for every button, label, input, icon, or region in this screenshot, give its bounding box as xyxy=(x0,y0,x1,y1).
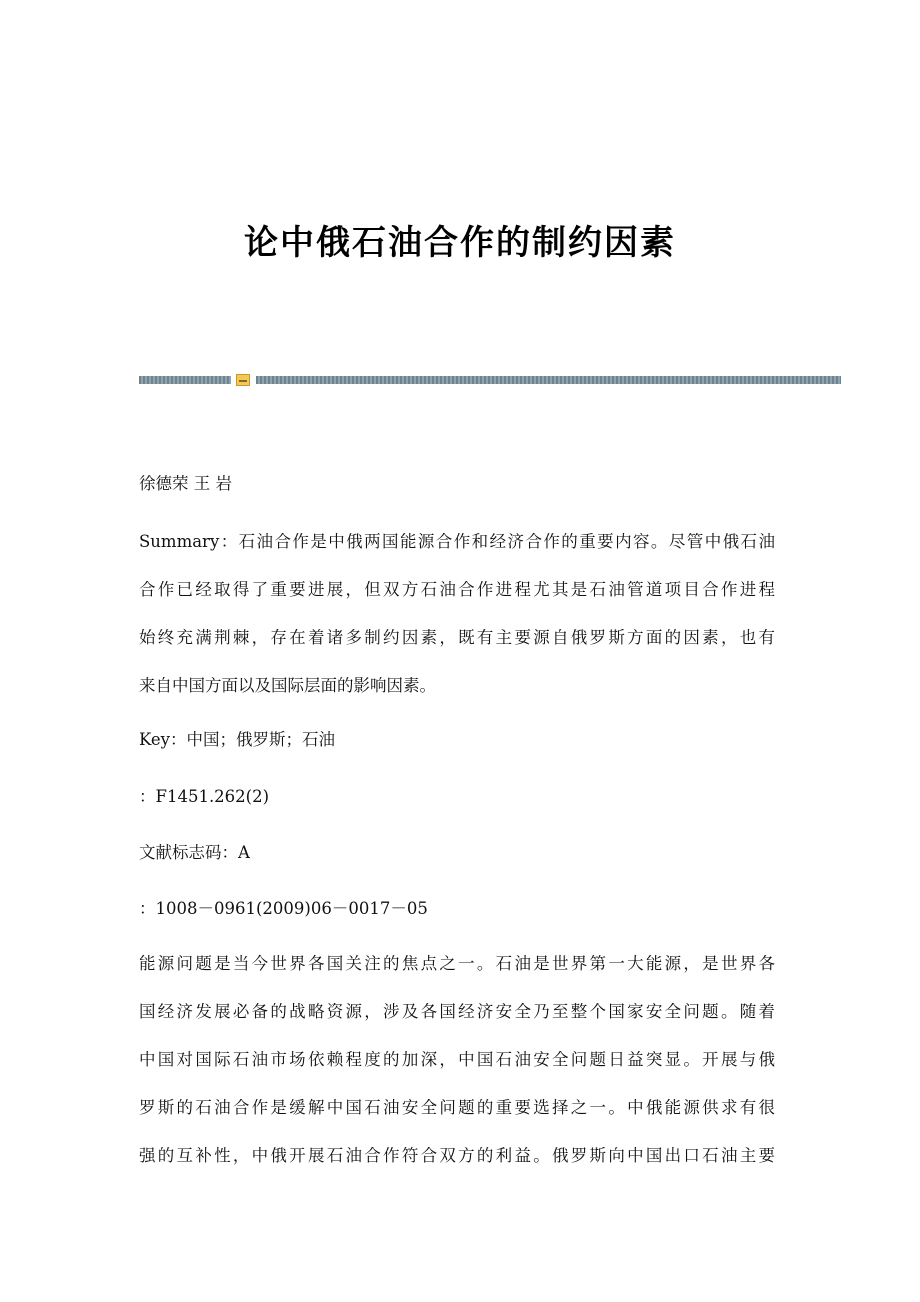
summary-line: 合作已经取得了重要进展，但双方石油合作进程尤其是石油管道项目合作进程 xyxy=(139,580,775,599)
body-line: 国经济发展必备的战略资源，涉及各国经济安全乃至整个国家安全问题。随着 xyxy=(139,1002,775,1021)
divider-bar-right xyxy=(256,376,841,384)
authors: 徐德荣 王 岩 xyxy=(139,474,232,493)
body-line: 强的互补性，中俄开展石油合作符合双方的利益。俄罗斯向中国出口石油主要 xyxy=(139,1146,775,1165)
title-divider xyxy=(139,374,841,386)
classification-number: ：F1451.262(2) xyxy=(139,787,270,806)
summary-line: 来自中国方面以及国际层面的影响因素。 xyxy=(139,676,436,695)
article-id: ：1008－0961(2009)06－0017－05 xyxy=(139,899,428,918)
divider-bar-left xyxy=(139,376,231,384)
body-paragraph xyxy=(139,940,775,1180)
summary-line: Summary：石油合作是中俄两国能源合作和经济合作的重要内容。尽管中俄石油 xyxy=(139,532,775,551)
summary-paragraph xyxy=(139,518,775,710)
document-code: 文献标志码：A xyxy=(139,843,250,862)
divider-emblem-icon xyxy=(236,374,250,386)
summary-line: 始终充满荆棘，存在着诸多制约因素，既有主要源自俄罗斯方面的因素，也有 xyxy=(139,628,775,647)
body-line: 能源问题是当今世界各国关注的焦点之一。石油是世界第一大能源，是世界各 xyxy=(139,954,775,973)
body-line: 中国对国际石油市场依赖程度的加深，中国石油安全问题日益突显。开展与俄 xyxy=(139,1050,775,1069)
body-line: 罗斯的石油合作是缓解中国石油安全问题的重要选择之一。中俄能源供求有很 xyxy=(139,1098,775,1117)
keywords: Key：中国；俄罗斯；石油 xyxy=(139,730,335,749)
page-title: 论中俄石油合作的制约因素 xyxy=(244,223,676,263)
